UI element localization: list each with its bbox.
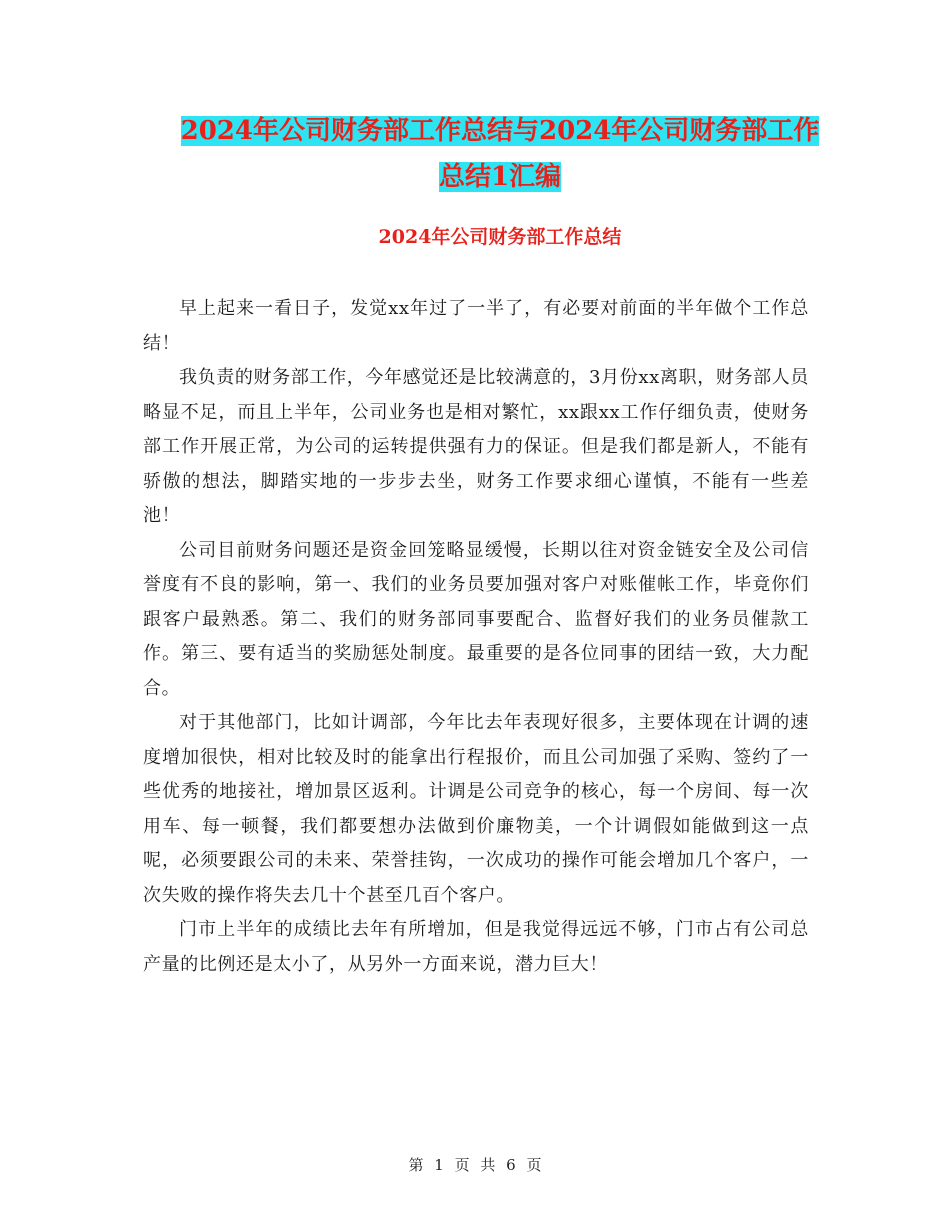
paragraph: 公司目前财务问题还是资金回笼略显缓慢，长期以往对资金链安全及公司信誉度有不良的影响，第一、我们的业务员要加强对客户对账催帐工作，毕竟你们跟客户最熟悉。第二、我们的财务部同事要配合、监督好我们的业务员催款工作。第三、要有适当的奖励惩处制度。最重要的是各位同事的团结一致，大力配合。 — [143, 539, 809, 699]
document-title — [120, 108, 880, 200]
paragraph: 早上起来一看日子，发觉xx年过了一半了，有必要对前面的半年做个工作总结！ — [143, 298, 809, 354]
paragraph: 我负责的财务部工作，今年感觉还是比较满意的，3月份xx离职，财务部人员略显不足，而且上半年，公司业务也是相对繁忙，xx跟xx工作仔细负责，使财务部工作开展正常，为公司的运转提供强有力的保证。但是我们都是新人，不能有骄傲的想法，脚踏实地的一步步去坐，财务工作要求细心谨慎，不能有一些差池！ — [143, 367, 809, 526]
document-body — [143, 292, 809, 982]
title-line-2: 总结1汇编 — [438, 162, 562, 192]
page-footer: 第 1 页 共 6 页 — [408, 1156, 542, 1174]
paragraph: 对于其他部门，比如计调部，今年比去年表现好很多，主要体现在计调的速度增加很快，相对比较及时的能拿出行程报价，而且公司加强了采购、签约了一些优秀的地接社，增加景区返利。计调是公司竞争的核心，每一个房间、每一次用车、每一顿餐，我们都要想办法做到价廉物美，一个计调假如能做到这一点呢，必须要跟公司的未来、荣誉挂钩，一次成功的操作可能会增加几个客户，一次失败的操作将失去几十个甚至几百个客户。 — [143, 712, 809, 906]
section-title: 2024年公司财务部工作总结 — [378, 226, 622, 248]
paragraph: 门市上半年的成绩比去年有所增加，但是我觉得远远不够，门市占有公司总产量的比例还是太小了，从另外一方面来说，潜力巨大！ — [143, 919, 809, 975]
title-line-1: 2024年公司财务部工作总结与2024年公司财务部工作 — [180, 116, 820, 146]
